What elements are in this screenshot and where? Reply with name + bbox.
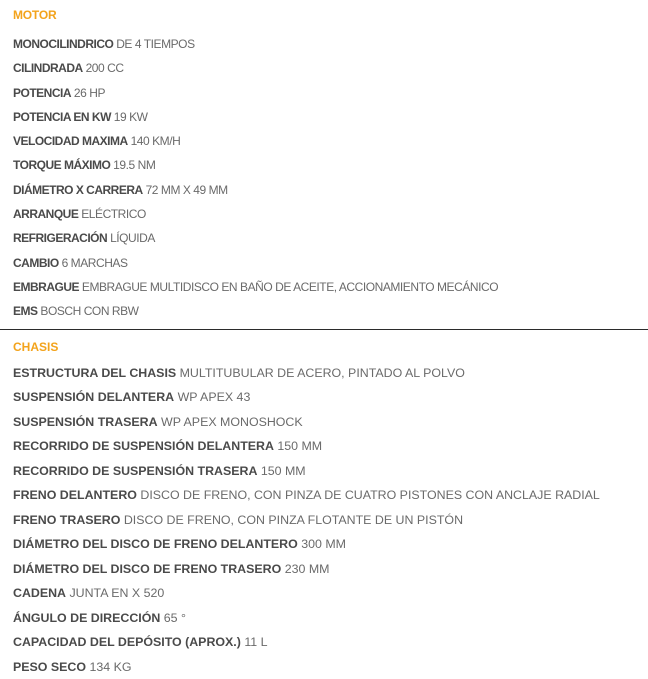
spec-row-angulo-direccion bbox=[13, 606, 648, 631]
spec-row-recorrido-delantera bbox=[13, 434, 648, 459]
spec-label: CAPACIDAD DEL DEPÓSITO (APROX.) bbox=[13, 635, 241, 650]
spec-row-monocilindrico bbox=[13, 32, 648, 56]
spec-label: RECORRIDO DE SUSPENSIÓN TRASERA bbox=[13, 463, 258, 478]
spec-row-capacidad-deposito bbox=[13, 630, 648, 655]
spec-label: FRENO TRASERO bbox=[13, 512, 121, 527]
spec-value: 72 MM X 49 MM bbox=[145, 182, 228, 197]
motor-title: MOTOR bbox=[13, 8, 57, 22]
spec-label: MONOCILINDRICO bbox=[13, 37, 114, 51]
spec-value: WP APEX MONOSHOCK bbox=[161, 414, 303, 429]
spec-value: 19 KW bbox=[113, 109, 148, 124]
spec-row-diametro-disco-delantero bbox=[13, 532, 648, 557]
spec-row-peso-seco bbox=[13, 655, 648, 679]
spec-row-freno-delantero bbox=[13, 483, 648, 508]
spec-value: EMBRAGUE MULTIDISCO EN BAÑO DE ACEITE, ACCIONAMIENTO MECÁNICO bbox=[81, 279, 499, 294]
motor-spec-list bbox=[13, 32, 648, 324]
spec-value: 200 CC bbox=[85, 61, 124, 76]
spec-value: ELÉCTRICO bbox=[81, 207, 146, 222]
spec-value: JUNTA EN X 520 bbox=[69, 586, 165, 601]
spec-row-diametro-disco-trasero bbox=[13, 557, 648, 582]
spec-label: CILINDRADA bbox=[13, 61, 83, 76]
spec-label: DIÁMETRO DEL DISCO DE FRENO DELANTERO bbox=[13, 537, 298, 552]
motor-section bbox=[0, 0, 648, 324]
spec-row-cadena bbox=[13, 581, 648, 606]
spec-label: DIÁMETRO X CARRERA bbox=[13, 182, 143, 197]
spec-row-velocidad-maxima bbox=[13, 129, 648, 153]
spec-label: EMBRAGUE bbox=[13, 279, 80, 294]
spec-label: CAMBIO bbox=[13, 255, 59, 270]
spec-label: POTENCIA EN KW bbox=[13, 109, 111, 124]
spec-row-freno-trasero bbox=[13, 508, 648, 533]
spec-row-suspension-trasera bbox=[13, 410, 648, 435]
spec-label: ARRANQUE bbox=[13, 207, 79, 222]
spec-label: ESTRUCTURA DEL CHASIS bbox=[13, 365, 177, 380]
spec-row-refrigeracion bbox=[13, 226, 648, 250]
spec-value: 150 MM bbox=[260, 463, 306, 478]
spec-label: RECORRIDO DE SUSPENSIÓN DELANTERA bbox=[13, 439, 274, 454]
spec-label: TORQUE MÁXIMO bbox=[13, 158, 111, 173]
spec-value: WP APEX 43 bbox=[177, 390, 251, 405]
spec-value: 300 MM bbox=[301, 537, 346, 552]
spec-value: 230 MM bbox=[284, 561, 330, 576]
spec-row-suspension-delantera bbox=[13, 385, 648, 410]
spec-label: DIÁMETRO DEL DISCO DE FRENO TRASERO bbox=[13, 561, 282, 576]
spec-value: 140 KM/H bbox=[130, 134, 181, 149]
spec-label: SUSPENSIÓN DELANTERA bbox=[13, 390, 175, 405]
spec-row-embrague bbox=[13, 275, 648, 299]
spec-value: DE 4 TIEMPOS bbox=[116, 37, 195, 51]
spec-row-torque-maximo bbox=[13, 153, 648, 177]
spec-row-potencia-kw bbox=[13, 105, 648, 129]
spec-row-ems bbox=[13, 299, 648, 323]
spec-label: EMS bbox=[13, 304, 38, 319]
spec-row-arranque bbox=[13, 202, 648, 226]
spec-row-cilindrada bbox=[13, 56, 648, 80]
spec-value: 150 MM bbox=[277, 439, 323, 454]
spec-value: DISCO DE FRENO, CON PINZA FLOTANTE DE UN PISTÓN bbox=[123, 512, 464, 527]
spec-value: BOSCH CON RBW bbox=[40, 304, 139, 319]
spec-value: DISCO DE FRENO, CON PINZA DE CUATRO PISTONES CON ANCLAJE RADIAL bbox=[140, 488, 600, 503]
spec-value: 11 L bbox=[244, 635, 268, 650]
spec-value: 19.5 NM bbox=[113, 158, 156, 173]
spec-value: 26 HP bbox=[73, 85, 106, 100]
spec-row-recorrido-trasera bbox=[13, 459, 648, 484]
spec-row-potencia bbox=[13, 81, 648, 105]
spec-label: ÁNGULO DE DIRECCIÓN bbox=[13, 610, 161, 625]
spec-value: 6 MARCHAS bbox=[61, 255, 128, 270]
spec-value: MULTITUBULAR DE ACERO, PINTADO AL POLVO bbox=[179, 365, 465, 380]
spec-row-estructura-chasis bbox=[13, 361, 648, 386]
spec-label: REFRIGERACIÓN bbox=[13, 231, 108, 246]
spec-label: VELOCIDAD MAXIMA bbox=[13, 134, 128, 149]
spec-label: FRENO DELANTERO bbox=[13, 488, 137, 503]
chasis-spec-list bbox=[13, 361, 648, 679]
spec-label: SUSPENSIÓN TRASERA bbox=[13, 414, 158, 429]
spec-label: PESO SECO bbox=[13, 659, 86, 674]
spec-value: 134 KG bbox=[89, 659, 132, 674]
spec-label: CADENA bbox=[13, 586, 67, 601]
chasis-section bbox=[0, 325, 648, 679]
spec-row-diametro-carrera bbox=[13, 178, 648, 202]
spec-value: 65 ° bbox=[163, 610, 186, 625]
spec-row-cambio bbox=[13, 251, 648, 275]
chasis-title: CHASIS bbox=[13, 339, 59, 354]
spec-value: LÍQUIDA bbox=[110, 231, 155, 246]
spec-label: POTENCIA bbox=[13, 85, 72, 100]
